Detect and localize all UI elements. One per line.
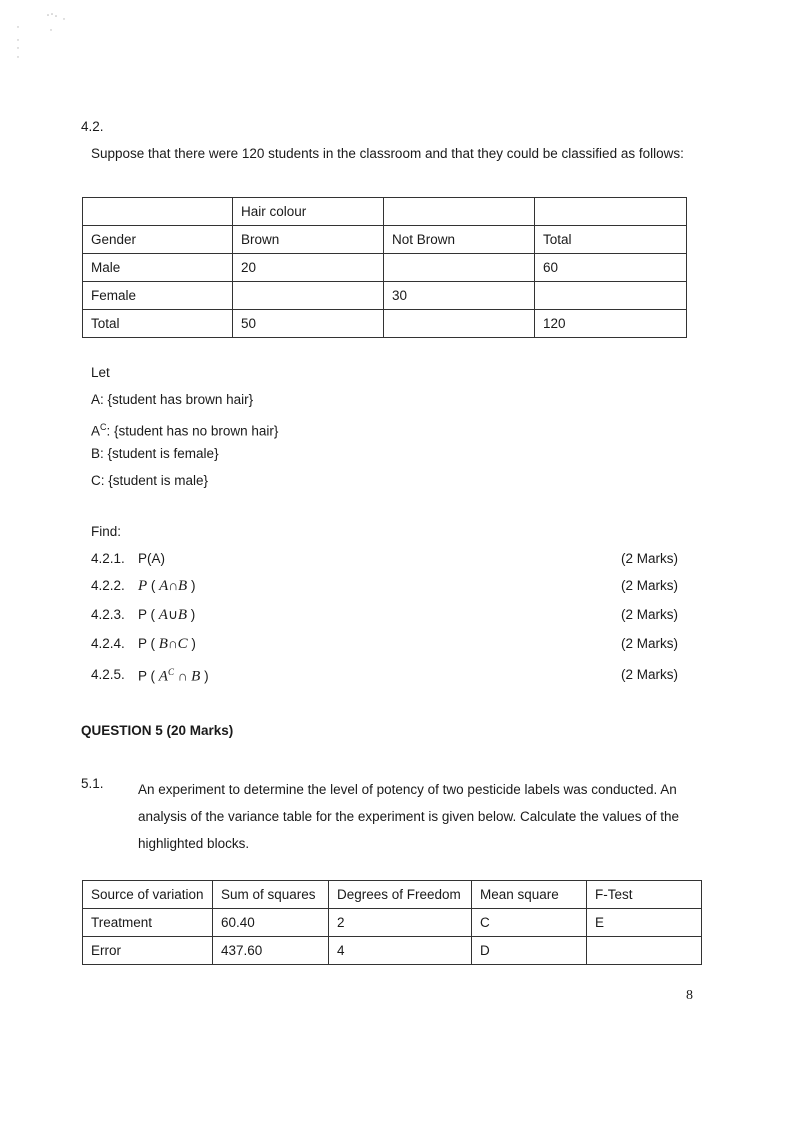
table-row: [83, 310, 687, 338]
table-cell: [384, 254, 535, 282]
question-marks: (2 Marks): [621, 607, 678, 622]
table-cell: 50: [233, 310, 384, 338]
table-cell: 120: [535, 310, 687, 338]
anova-table: [82, 880, 702, 965]
table-cell: 30: [384, 282, 535, 310]
table-cell: [587, 937, 702, 965]
page-number: 8: [686, 988, 693, 1003]
definition-a-complement: $A^C$: {student has no brown hair}: [91, 422, 279, 439]
event-definitions: [91, 364, 278, 499]
table-cell: Source of variation: [83, 881, 213, 909]
table-cell: [535, 198, 687, 226]
table-cell: 437.60: [213, 937, 329, 965]
table-row: [83, 282, 687, 310]
intro-text: Suppose that there were 120 students in the classroom and that they could be classified as follows:: [91, 146, 684, 161]
table-cell: Sum of squares: [213, 881, 329, 909]
question-number: 4.2.2.: [91, 578, 125, 593]
table-cell: [384, 198, 535, 226]
question-4-2-3: [91, 607, 681, 627]
table-cell: Total: [83, 310, 233, 338]
table-row: [83, 909, 702, 937]
table-cell: 20: [233, 254, 384, 282]
question-expression: P ( A∩B ): [138, 578, 196, 594]
definition-c: C: {student is male}: [91, 473, 209, 488]
question-expression: P(A): [138, 551, 165, 566]
table-row: [83, 198, 687, 226]
question-number: 4.2.1.: [91, 551, 125, 566]
question-4-2-1: [91, 551, 681, 571]
table-cell: F-Test: [587, 881, 702, 909]
question-marks: (2 Marks): [621, 551, 678, 566]
table-cell: [233, 282, 384, 310]
table-row: [83, 226, 687, 254]
question-marks: (2 Marks): [621, 636, 678, 651]
table-cell: Degrees of Freedom: [329, 881, 472, 909]
question-number: 4.2.3.: [91, 607, 125, 622]
find-label: Find:: [91, 524, 122, 539]
table-row: [83, 881, 702, 909]
table-cell: 2: [329, 909, 472, 937]
table-cell: D: [472, 937, 587, 965]
question-marks: (2 Marks): [621, 578, 678, 593]
table-cell: 4: [329, 937, 472, 965]
section-number: 4.2.: [81, 119, 104, 134]
question-4-2-5: [91, 667, 681, 687]
table-cell: C: [472, 909, 587, 937]
question-expression: P ( A∪B ): [138, 607, 196, 623]
table-cell: 60: [535, 254, 687, 282]
table-cell: [83, 198, 233, 226]
table-cell: Mean square: [472, 881, 587, 909]
scan-marks: [14, 10, 84, 70]
question-expression: P ( $A^C$ ∩ B ): [138, 667, 209, 685]
table-cell: Hair colour: [233, 198, 384, 226]
table-cell: Treatment: [83, 909, 213, 937]
table-cell: Total: [535, 226, 687, 254]
table-cell: Error: [83, 937, 213, 965]
table-cell: Not Brown: [384, 226, 535, 254]
table-cell: E: [587, 909, 702, 937]
table-row: [83, 937, 702, 965]
table-row: [83, 254, 687, 282]
question-marks: (2 Marks): [621, 667, 678, 682]
question-5-1-text: An experiment to determine the level of potency of two pesticide labels was conducted. An analysis of the variance table for the experiment is given below. Calculate the values of the highlighted blocks.: [138, 782, 680, 851]
question-5-title: QUESTION 5 (20 Marks): [81, 723, 234, 738]
question-number: 4.2.4.: [91, 636, 125, 651]
table-cell: 60.40: [213, 909, 329, 937]
table-cell: [384, 310, 535, 338]
definition-a: A: {student has brown hair}: [91, 392, 254, 407]
table-cell: Male: [83, 254, 233, 282]
question-5-1-number: 5.1.: [81, 776, 104, 791]
table-cell: Gender: [83, 226, 233, 254]
hair-colour-table: [82, 197, 687, 338]
table-cell: [535, 282, 687, 310]
question-number: 4.2.5.: [91, 667, 125, 682]
definition-b: B: {student is female}: [91, 446, 219, 461]
question-expression: P ( B∩C ): [138, 636, 196, 652]
let-label: Let: [91, 365, 110, 380]
question-4-2-2: [91, 578, 681, 598]
table-cell: Brown: [233, 226, 384, 254]
table-cell: Female: [83, 282, 233, 310]
question-4-2-4: [91, 636, 681, 656]
